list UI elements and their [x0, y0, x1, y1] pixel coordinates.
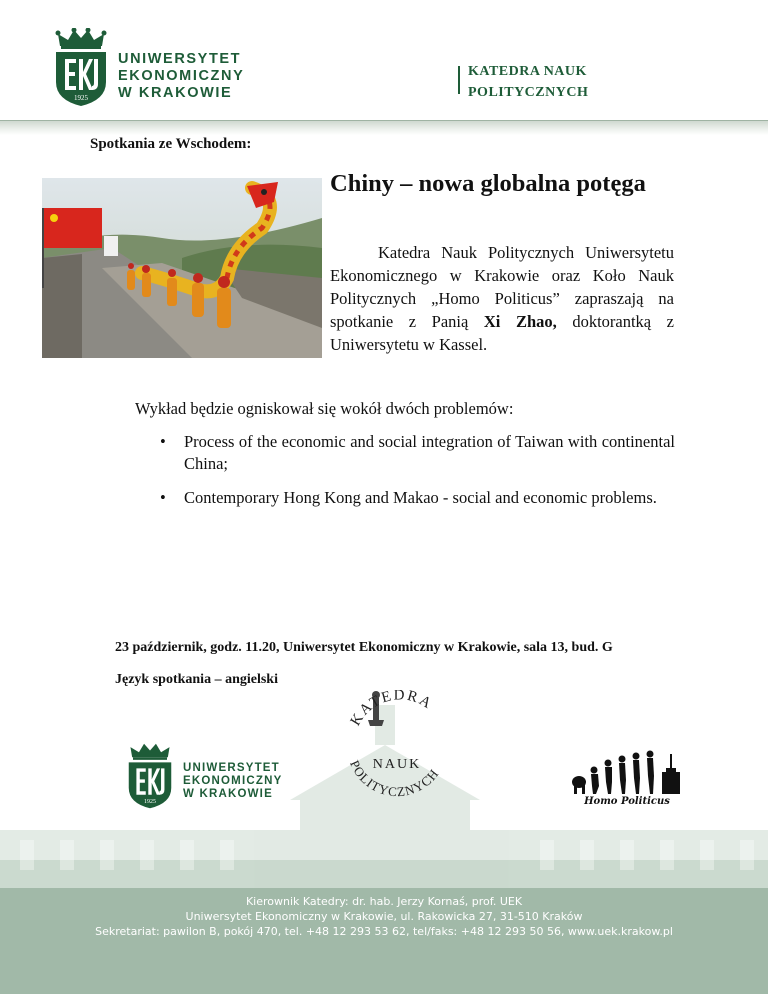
university-name: UNIWERSYTET EKONOMICZNY W KRAKOWIE — [118, 51, 245, 101]
svg-text:1925: 1925 — [144, 799, 156, 806]
department-name: KATEDRA NAUK POLITYCZNYCH — [468, 64, 589, 100]
event-details: 23 październik, godz. 11.20, Uniwersytet Ekonomiczny w Krakowie, sala 13, bud. G — [115, 640, 613, 655]
list-item: • Contemporary Hong Kong and Makao - social and economic problems. — [160, 488, 657, 507]
meeting-language: Język spotkania – angielski — [115, 672, 278, 687]
lecture-intro: Wykład będzie ogniskował się wokół dwóch problemów: — [135, 399, 514, 418]
homo-politicus-logo-icon — [570, 748, 685, 806]
footer-contact: Sekretariat: pawilon B, pokój 470, tel. +48 12 293 53 62, tel/faks: +48 12 293 50 56, www.uek.krakow.pl — [95, 925, 673, 938]
university-logo-bottom-icon — [125, 742, 175, 810]
university-logo-icon — [52, 28, 110, 108]
katedra-stamp-logo-icon — [335, 690, 460, 805]
section-label: Spotkania ze Wschodem: — [90, 136, 252, 152]
svg-text:KATEDRA: KATEDRA — [347, 690, 436, 729]
footer-department-head: Kierownik Katedry: dr. hab. Jerzy Kornaś, prof. UEK — [245, 895, 523, 908]
footer-address: Uniwersytet Ekonomiczny w Krakowie, ul. Rakowicka 27, 31-510 Kraków — [185, 910, 583, 923]
bullet-icon: • — [160, 432, 166, 451]
bullet-icon: • — [160, 488, 166, 507]
dragon-dance-photo — [42, 178, 322, 358]
svg-text:NAUK: NAUK — [372, 757, 422, 772]
list-item: • Process of the economic and social integration of Taiwan with continental China; — [160, 432, 675, 473]
event-title: Chiny – nowa globalna potęga — [330, 170, 646, 197]
intro-paragraph: Katedra Nauk Politycznych Uniwersytetu Ekonomicznego w Krakowie oraz Koło Nauk Politycznych „Homo Politicus” zapraszają na spotkanie z Panią Xi Zhao, doktorantką z Uniwersytetu w Kassel. — [330, 243, 675, 354]
university-name-bottom: UNIWERSYTET EKONOMICZNY W KRAKOWIE — [183, 762, 283, 800]
svg-text:Homo Politicus: Homo Politicus — [584, 796, 670, 806]
header-band — [0, 120, 768, 135]
svg-text:1925: 1925 — [74, 94, 88, 102]
topic-list — [160, 431, 675, 521]
header — [0, 0, 768, 136]
svg-text:POLITYCZNYCH: POLITYCZNYCH — [346, 757, 442, 800]
header-divider — [458, 66, 460, 94]
speaker-name: Xi Zhao, — [483, 312, 557, 331]
